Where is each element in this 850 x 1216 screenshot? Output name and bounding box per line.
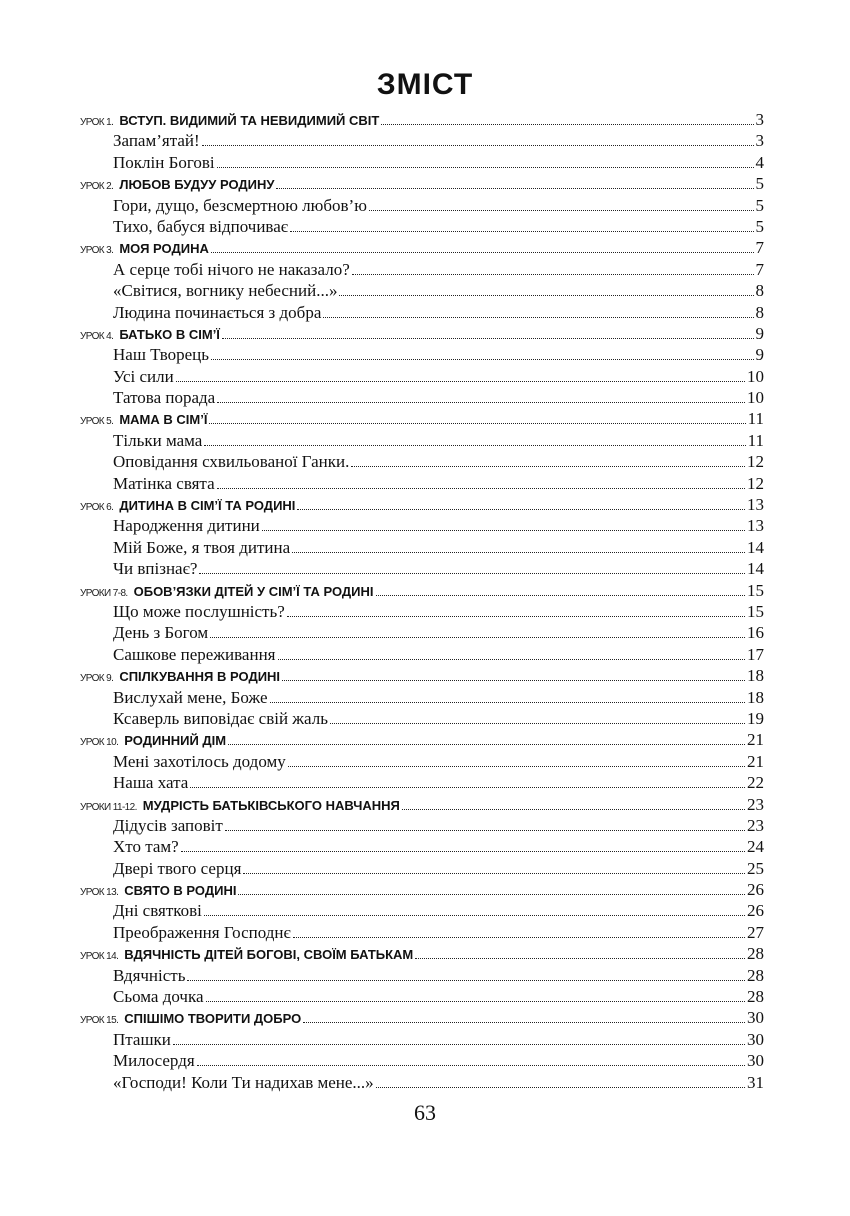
toc-sub-entry [80,303,764,324]
lesson-label: УРОК 9. [80,673,114,685]
dot-leader [217,487,745,489]
toc-lesson-entry [80,324,764,345]
entry-page-number: 30 [747,1029,764,1049]
entry-page-number: 18 [747,687,764,707]
dot-leader [369,209,754,211]
entry-page-number: 31 [747,1072,764,1092]
dot-leader [222,337,754,339]
dot-leader [210,636,745,638]
lesson-label: УРОК 15. [80,1015,119,1027]
entry-page-number: 14 [747,559,764,579]
dot-leader [330,722,745,724]
dot-leader [176,380,745,382]
entry-title: Сьома дочка [113,987,204,1007]
dot-leader [187,979,745,981]
entry-title: Вдячність [113,965,186,985]
toc-sub-entry [80,987,764,1008]
dot-leader [402,808,745,810]
toc-lesson-entry [80,581,764,602]
dot-leader [225,829,745,831]
entry-page-number: 19 [747,708,764,728]
entry-page-number: 21 [747,751,764,771]
lesson-label: УРОК 5. [80,416,114,428]
dot-leader [197,1064,745,1066]
dot-leader [352,273,754,275]
dot-leader [278,658,746,660]
toc-lesson-entry [80,409,764,430]
toc-lesson-entry [80,944,764,965]
entry-title: Двері твого серця [113,858,242,878]
entry-page-number: 8 [755,302,764,322]
toc-sub-entry [80,538,764,559]
entry-title: Наш Творець [113,345,210,365]
entry-title: Преображення Господнє [113,922,291,942]
toc-sub-entry [80,516,764,537]
toc-lesson-entry [80,730,764,751]
toc-sub-entry [80,559,764,580]
lesson-label: УРОК 14. [80,951,119,963]
page-number: 63 [414,1100,436,1125]
toc-sub-entry [80,623,764,644]
entry-page-number: 18 [747,666,764,686]
toc-sub-entry [80,688,764,709]
lesson-title: МАМА В СІМ’Ї [119,412,208,428]
lesson-label: УРОК 3. [80,245,114,257]
entry-title: Ксаверль виповідає свій жаль [113,708,328,728]
dot-leader [199,572,745,574]
entry-title: Татова порада [113,388,216,408]
dot-leader [376,594,746,596]
dot-leader [238,893,745,895]
entry-page-number: 23 [747,815,764,835]
dot-leader [303,1021,745,1023]
dot-leader [202,144,754,146]
toc-sub-entry [80,645,764,666]
lesson-title: МОЯ РОДИНА [119,241,209,257]
toc-lesson-entry [80,238,764,259]
entry-title: Вислухай мене, Боже [113,687,268,707]
lesson-title: СПІЛКУВАННЯ В РОДИНІ [119,669,281,685]
toc-sub-entry [80,901,764,922]
toc-sub-entry [80,709,764,730]
dot-leader [292,551,745,553]
entry-page-number: 8 [755,281,764,301]
entry-page-number: 24 [747,837,764,857]
toc-sub-entry [80,196,764,217]
entry-title: Усі сили [113,366,174,386]
lesson-title: ОБОВ’ЯЗКИ ДІТЕЙ У СІМ’Ї ТА РОДИНІ [133,583,374,599]
dot-leader [297,508,745,510]
lesson-label: УРОК 4. [80,330,114,342]
toc-sub-entry [80,752,764,773]
lesson-title: ВСТУП. ВИДИМИЙ ТА НЕВИДИМИЙ СВІТ [119,113,380,128]
lesson-label: УРОК 1. [80,117,114,128]
dot-leader [228,743,745,745]
entry-page-number: 10 [747,366,764,386]
toc-sub-entry [80,153,764,174]
entry-page-number: 3 [755,131,764,151]
lesson-title: МУДРІСТЬ БАТЬКІВСЬКОГО НАВЧАННЯ [142,797,400,813]
dot-leader [173,1043,745,1045]
entry-page-number: 17 [747,644,764,664]
dot-leader [217,166,754,168]
entry-page-number: 9 [755,323,764,343]
toc-lesson-entry [80,1008,764,1029]
entry-title: Тільки мама [113,430,203,450]
dot-leader [290,230,753,232]
entry-title: Оповідання схвильованої Ганки. [113,452,350,472]
entry-title: Людина починається з добра [113,302,322,322]
entry-title: Мені захотілось додому [113,751,286,771]
dot-leader [376,1086,745,1088]
lesson-label: УРОКИ 7-8. [80,587,128,599]
entry-page-number: 26 [747,901,764,921]
dot-leader [323,316,753,318]
entry-page-number: 12 [747,473,764,493]
toc-sub-entry [80,388,764,409]
entry-page-number: 21 [747,730,764,750]
entry-page-number: 26 [747,880,764,900]
lesson-label: УРОКИ 11-12. [80,801,137,813]
entry-title: Запам’ятай! [113,131,200,151]
entry-page-number: 13 [747,516,764,536]
entry-page-number: 5 [755,174,764,194]
table-of-contents [80,110,764,1094]
lesson-label: УРОК 13. [80,887,119,899]
lesson-label: УРОК 10. [80,737,119,749]
entry-page-number: 15 [747,601,764,621]
toc-lesson-entry [80,110,764,131]
dot-leader [270,701,746,703]
lesson-title: БАТЬКО В СІМ’Ї [119,326,220,342]
entry-page-number: 7 [755,238,764,258]
dot-leader [204,444,745,446]
entry-page-number: 28 [747,965,764,985]
entry-page-number: 22 [747,773,764,793]
lesson-title: РОДИННИЙ ДІМ [124,733,227,749]
toc-lesson-entry [80,666,764,687]
toc-sub-entry [80,131,764,152]
toc-sub-entry [80,966,764,987]
dot-leader [293,936,745,938]
dot-leader [287,615,745,617]
dot-leader [211,251,754,253]
toc-sub-entry [80,217,764,238]
dot-leader [209,422,745,424]
dot-leader [211,358,753,360]
toc-lesson-entry [80,795,764,816]
entry-page-number: 10 [747,388,764,408]
lesson-title: ДИТИНА В СІМ’Ї ТА РОДИНІ [119,498,296,514]
dot-leader [262,529,745,531]
entry-title: Дні святкові [113,901,202,921]
dot-leader [276,187,753,189]
entry-title: Гори, дущо, безсмертною любов’ю [113,195,367,215]
lesson-title: СВЯТО В РОДИНІ [124,883,237,899]
entry-title: Хто там? [113,837,179,857]
entry-page-number: 25 [747,858,764,878]
entry-title: Дідусів заповіт [113,815,223,835]
entry-page-number: 13 [747,495,764,515]
toc-sub-entry [80,816,764,837]
toc-sub-entry [80,345,764,366]
entry-page-number: 30 [747,1051,764,1071]
entry-page-number: 28 [747,944,764,964]
dot-leader [288,765,745,767]
toc-lesson-entry [80,495,764,516]
lesson-title: СПІШІМО ТВОРИТИ ДОБРО [124,1011,302,1027]
toc-sub-entry [80,474,764,495]
entry-page-number: 27 [747,922,764,942]
dot-leader [339,294,753,296]
lesson-label: УРОК 2. [80,181,114,193]
entry-page-number: 5 [755,195,764,215]
entry-page-number: 11 [747,430,764,450]
entry-page-number: 3 [755,110,764,129]
entry-title: Народження дитини [113,516,260,536]
entry-title: Поклін Богові [113,152,215,172]
toc-sub-entry [80,260,764,281]
entry-title: Наша хата [113,773,189,793]
toc-sub-entry [80,837,764,858]
entry-title: Милосердя [113,1051,195,1071]
entry-title: Мій Боже, я твоя дитина [113,537,291,557]
toc-sub-entry [80,602,764,623]
entry-page-number: 28 [747,987,764,1007]
toc-sub-entry [80,1030,764,1051]
toc-sub-entry [80,859,764,880]
lesson-label: УРОК 6. [80,502,114,514]
dot-leader [206,1000,745,1002]
entry-page-number: 9 [755,345,764,365]
toc-sub-entry [80,367,764,388]
entry-title: День з Богом [113,623,209,643]
entry-title: «Світися, вогнику небесний...» [113,281,338,301]
toc-sub-entry [80,452,764,473]
dot-leader [282,679,745,681]
page-title: ЗМІСТ [376,68,474,101]
entry-title: Матінка свята [113,473,215,493]
toc-sub-entry [80,1073,764,1094]
toc-lesson-entry [80,880,764,901]
dot-leader [243,872,745,874]
entry-page-number: 4 [755,152,764,172]
entry-title: «Господи! Коли Ти надихав мене...» [113,1072,374,1092]
entry-page-number: 16 [747,623,764,643]
entry-page-number: 5 [755,216,764,236]
entry-page-number: 15 [747,580,764,600]
entry-page-number: 30 [747,1008,764,1028]
dot-leader [415,957,745,959]
entry-page-number: 14 [747,537,764,557]
entry-page-number: 12 [747,452,764,472]
toc-sub-entry [80,431,764,452]
dot-leader [217,401,745,403]
toc-sub-entry [80,923,764,944]
dot-leader [190,786,745,788]
entry-title: Чи впізнає? [113,559,198,579]
entry-page-number: 7 [755,259,764,279]
entry-page-number: 11 [747,409,764,429]
dot-leader [181,850,745,852]
toc-sub-entry [80,281,764,302]
entry-title: Сашкове переживання [113,644,276,664]
toc-lesson-entry [80,174,764,195]
toc-sub-entry [80,1051,764,1072]
dot-leader [204,914,745,916]
entry-title: А серце тобі нічого не наказало? [113,259,350,279]
entry-page-number: 23 [747,794,764,814]
lesson-title: ЛЮБОВ БУДУУ РОДИНУ [119,177,275,193]
entry-title: Пташки [113,1029,171,1049]
entry-title: Тихо, бабуся відпочиває [113,216,289,236]
entry-title: Що може послушність? [113,601,285,621]
toc-sub-entry [80,773,764,794]
lesson-title: ВДЯЧНІСТЬ ДІТЕЙ БОГОВІ, СВОЇМ БАТЬКАМ [124,947,414,963]
dot-leader [351,465,745,467]
dot-leader [381,123,753,125]
